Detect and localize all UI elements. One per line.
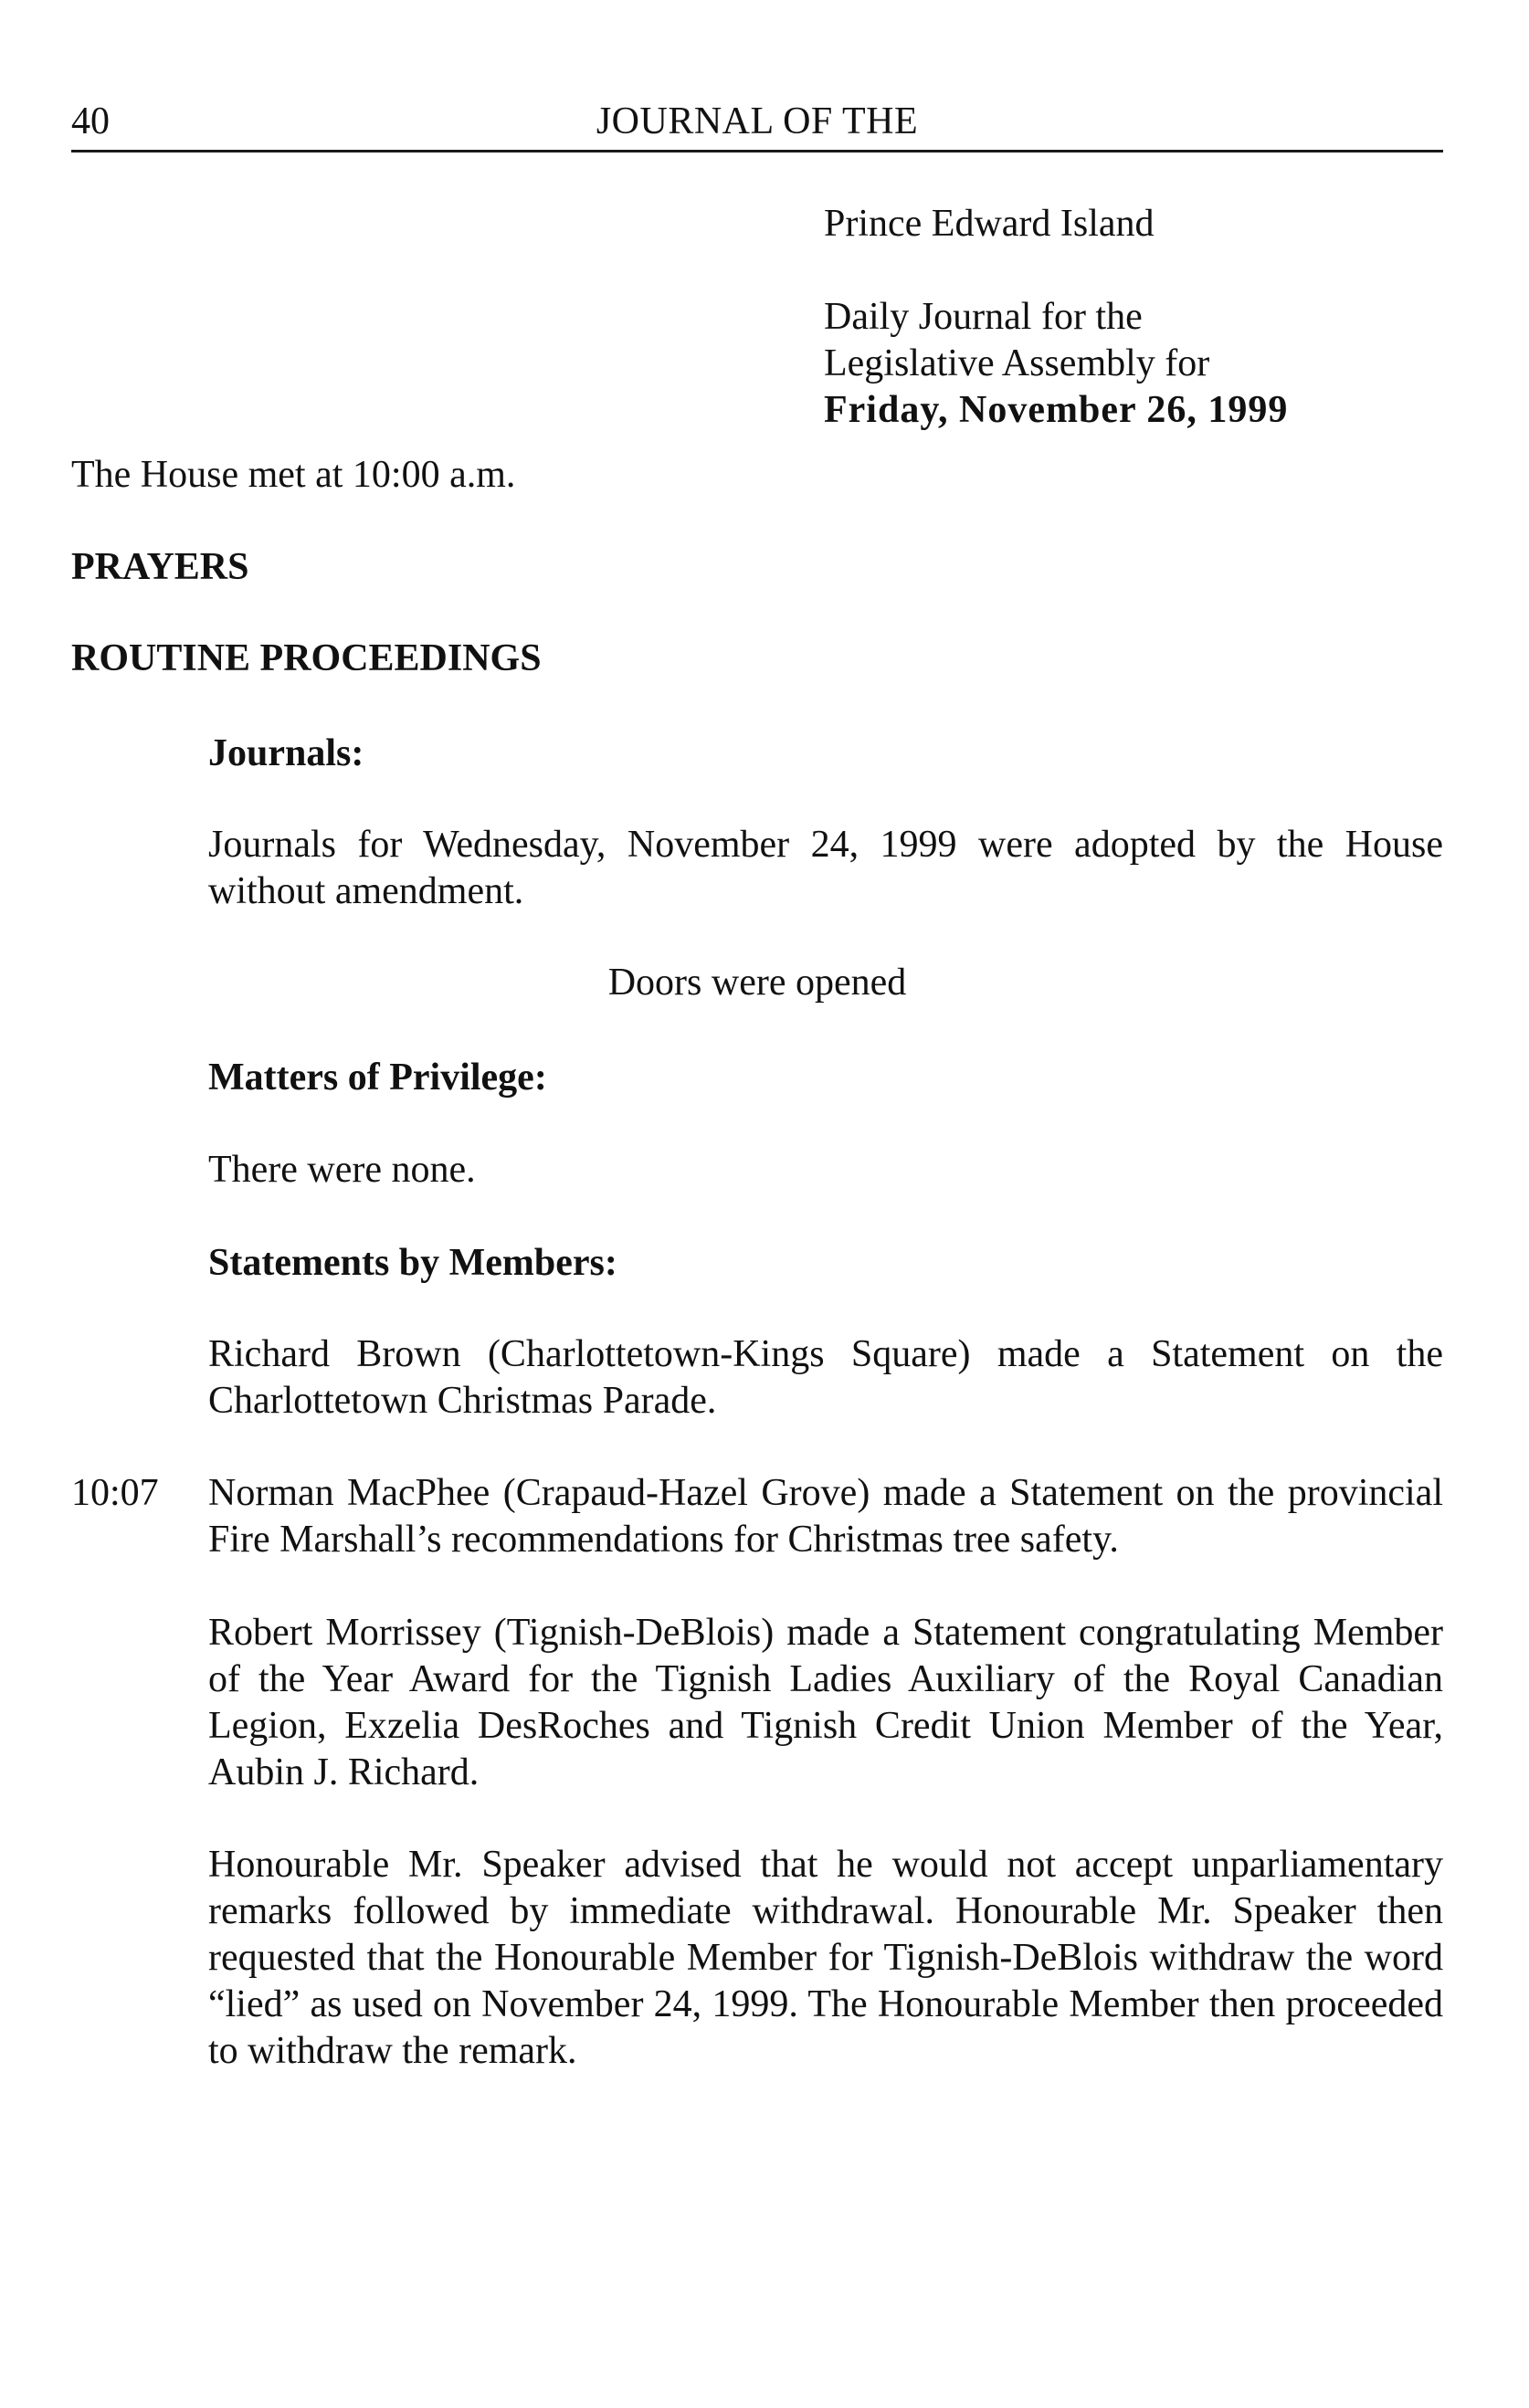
header-rule <box>71 150 1443 152</box>
title-line-1: Daily Journal for the <box>824 296 1143 338</box>
opening-line: The House met at 10:00 a.m. <box>71 454 516 496</box>
statements-heading: Statements by Members: <box>208 1242 617 1284</box>
statement-macphee: Norman MacPhee (Crapaud-Hazel Grove) made a Statement on the provincial Fire Marshall’s recommendations for Christmas tree safety. <box>208 1472 1443 1561</box>
journals-heading: Journals: <box>208 732 364 774</box>
province-name: Prince Edward Island <box>824 203 1155 245</box>
title-line-2: Legislative Assembly for <box>824 342 1210 384</box>
privilege-heading: Matters of Privilege: <box>208 1057 547 1099</box>
statement-brown: Richard Brown (Charlottetown-Kings Square) made a Statement on the Charlottetown Christmas Parade. <box>208 1333 1443 1422</box>
sitting-date: Friday, November 26, 1999 <box>824 389 1289 431</box>
speaker-ruling: Honourable Mr. Speaker advised that he would not accept unparliamentary remarks followed by immediate withdrawal. Honourable Mr. Speaker then requested that the Honourable Member for Tignish-DeBlois withdraw the word “lied” as used on November 24, 1999. The Honourable Member then proceeded to withdraw the remark. <box>208 1844 1443 2072</box>
running-head: JOURNAL OF THE <box>596 100 919 142</box>
journals-text: Journals for Wednesday, November 24, 1999 were adopted by the House without amendment. <box>208 824 1443 912</box>
page-number: 40 <box>71 100 110 142</box>
privilege-text: There were none. <box>208 1149 476 1191</box>
margin-time-stamp: 10:07 <box>71 1472 159 1514</box>
page-header <box>71 99 1443 150</box>
journal-title-block <box>824 201 1427 434</box>
section-prayers: PRAYERS <box>71 546 249 588</box>
section-routine-proceedings: ROUTINE PROCEEDINGS <box>71 637 542 679</box>
statement-morrissey: Robert Morrissey (Tignish-DeBlois) made a Statement congratulating Member of the Year Award for the Tignish Ladies Auxiliary of the Royal Canadian Legion, Exzelia DesRoches and Tignish Credit Union Member of the Year, Aubin J. Richard. <box>208 1612 1443 1793</box>
doors-opened: Doors were opened <box>607 962 907 1004</box>
